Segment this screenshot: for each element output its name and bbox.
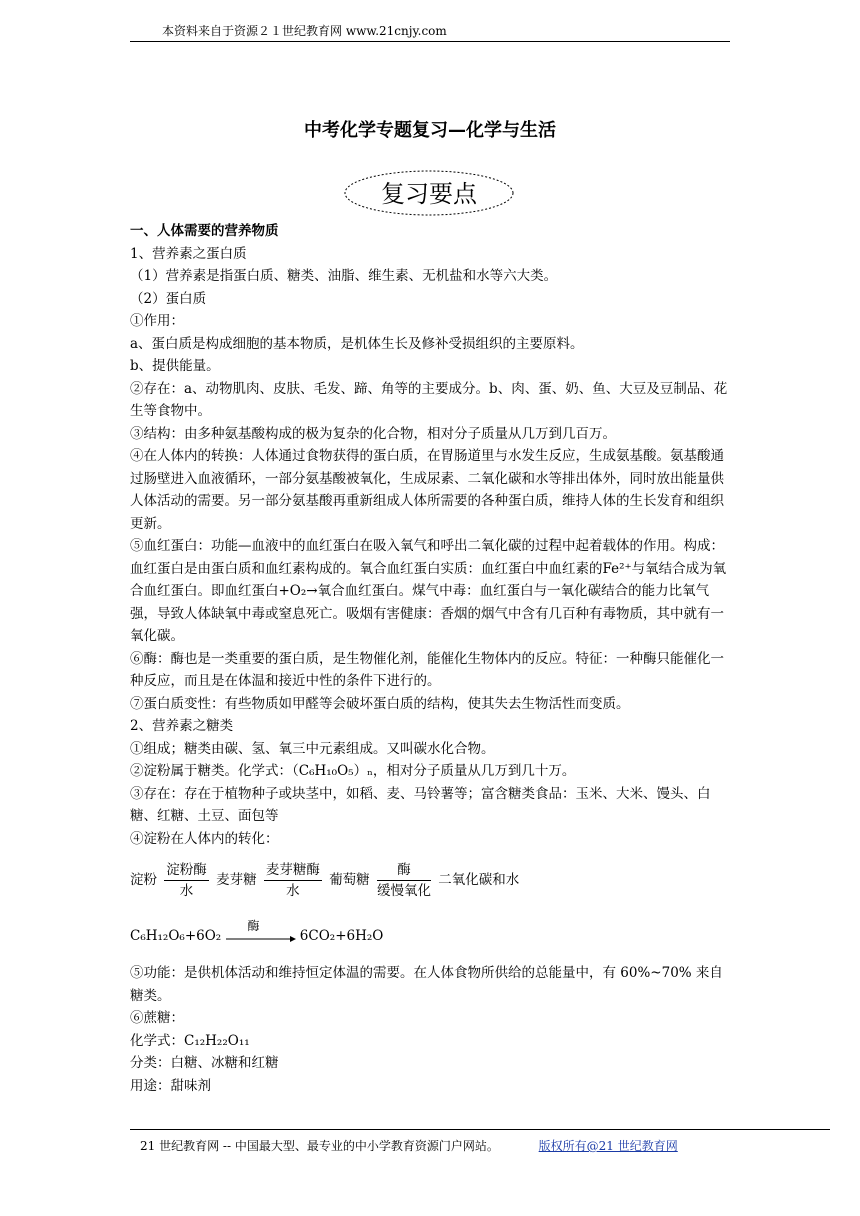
document-title: 中考化学专题复习—化学与生活	[304, 120, 556, 141]
text-line: ①作用：	[130, 313, 184, 329]
footer-divider	[130, 1129, 830, 1130]
text-line: ⑥酶：酶也是一类重要的蛋白质，是生物催化剂，能催化生物体内的反应。特征：一种酶只能催化一种反应，而且是在体温和接近中性的条件下进行的。	[130, 650, 724, 689]
header-divider	[130, 41, 730, 42]
chain-step-1	[164, 860, 209, 901]
text-line: ⑥蔗糖：	[130, 1010, 184, 1026]
text-line: ⑤血红蛋白：功能—血液中的血红蛋白在吸入氧气和呼出二氧化碳的过程中起着载体的作用。构成：血红蛋白是由蛋白质和血红素构成的。氧合血红蛋白实质：血红蛋白中血红素的Fe²⁺与氧结合成为氧合血红蛋白。即血红蛋白+O₂→氧合血红蛋白。煤气中毒：血红蛋白与一氧化碳结合的能力比氧气强，导致人体缺氧中毒或窒息死亡。吸烟有害健康：香烟的烟气中含有几百种有毒物质，其中就有一氧化碳。	[130, 538, 727, 644]
step-1-condition: 水	[179, 883, 194, 899]
text-line: 分类：白糖、冰糖和红糖	[130, 1055, 279, 1071]
text-line: ⑤功能：是供机体活动和维持恒定体温的需要。在人体食物所供给的总能量中，有 60%~70% 来自糖类。	[130, 965, 723, 1004]
chain-start: 淀粉	[130, 872, 157, 888]
text-line: ③存在：存在于植物种子或块茎中，如稻、麦、马铃薯等；富含糖类食品：玉米、大米、馒头、白糖、红糖、土豆、面包等	[130, 785, 711, 824]
text-line: 化学式：C₁₂H₂₂O₁₁	[130, 1032, 250, 1049]
step-2-catalyst: 麦芽糖酶	[264, 860, 322, 881]
equation-catalyst: 酶	[247, 918, 260, 933]
equation-right: 6CO₂+6H₂O	[299, 928, 384, 944]
page-footer	[140, 1137, 678, 1154]
arrow-right-icon	[226, 929, 296, 945]
text-line: ③结构：由多种氨基酸构成的极为复杂的化合物，相对分子质量从几万到几百万。	[130, 425, 616, 442]
glucose-oxidation-equation	[130, 918, 384, 945]
step-3-condition: 缓慢氧化	[376, 883, 431, 899]
text-line: ⑦蛋白质变性：有些物质如甲醛等会破坏蛋白质的结构，使其失去生物活性而变质。	[130, 695, 630, 712]
section-heading: 一、人体需要的营养物质	[130, 223, 279, 239]
text-line: （2）蛋白质	[130, 290, 207, 307]
step-3-catalyst: 酶	[377, 860, 431, 881]
step-2-condition: 水	[286, 883, 300, 899]
footer-text: 21 世纪教育网 -- 中国最大型、最专业的中小学教育资源门户网站。	[140, 1139, 499, 1153]
text-line: ②淀粉属于糖类。化学式：（C₆H₁₀O₅）ₙ，相对分子质量从几万到几十万。	[130, 763, 576, 779]
text-line: （1）营养素是指蛋白质、糖类、油脂、维生素、无机盐和水等六大类。	[130, 268, 558, 284]
text-line: a、蛋白质是构成细胞的基本物质，是机体生长及修补受损组织的主要原料。	[130, 335, 584, 352]
text-line: ①组成；糖类由碳、氢、氧三中元素组成。又叫碳水化合物。	[130, 740, 495, 757]
section-protein	[130, 220, 730, 850]
equation-left: C₆H₁₂O₆+6O₂	[130, 928, 222, 944]
section-sugar-cont	[130, 962, 730, 1097]
review-points-badge: 复习要点	[381, 180, 477, 208]
text-line: b、提供能量。	[130, 358, 220, 374]
text-line: 1、营养素之蛋白质	[130, 245, 247, 262]
step-1-catalyst: 淀粉酶	[164, 860, 209, 881]
chain-mid-2: 葡萄糖	[329, 872, 370, 888]
chain-step-3	[377, 860, 431, 901]
chain-step-2	[264, 860, 322, 901]
text-line: 2、营养素之糖类	[130, 718, 234, 734]
starch-conversion-chain	[130, 860, 519, 901]
text-line: 用途：甜味剂	[130, 1077, 211, 1094]
copyright-link[interactable]: 版权所有@21 世纪教育网	[538, 1139, 678, 1153]
chain-mid-1: 麦芽糖	[216, 872, 257, 888]
text-line: ④在人体内的转换：人体通过食物获得的蛋白质，在胃肠道里与水发生反应，生成氨基酸。氨基酸通过肠壁进入血液循环，一部分氨基酸被氧化，生成尿素、二氧化碳和水等排出体外，同时放出能量供人体活动的需要。另一部分氨基酸再重新组成人体所需要的各种蛋白质，维持人体的生长发育和组织更新。	[130, 448, 724, 532]
text-line: ②存在：a、动物肌肉、皮肤、毛发、蹄、角等的主要成分。b、肉、蛋、奶、鱼、大豆及豆制品、花生等食物中。	[130, 380, 728, 419]
equation-arrow	[226, 918, 296, 945]
chain-end: 二氧化碳和水	[438, 872, 520, 888]
text-line: ④淀粉在人体内的转化：	[130, 830, 279, 847]
page-header: 本资料来自于资源２１世纪教育网 www.21cnjy.com	[162, 24, 447, 38]
